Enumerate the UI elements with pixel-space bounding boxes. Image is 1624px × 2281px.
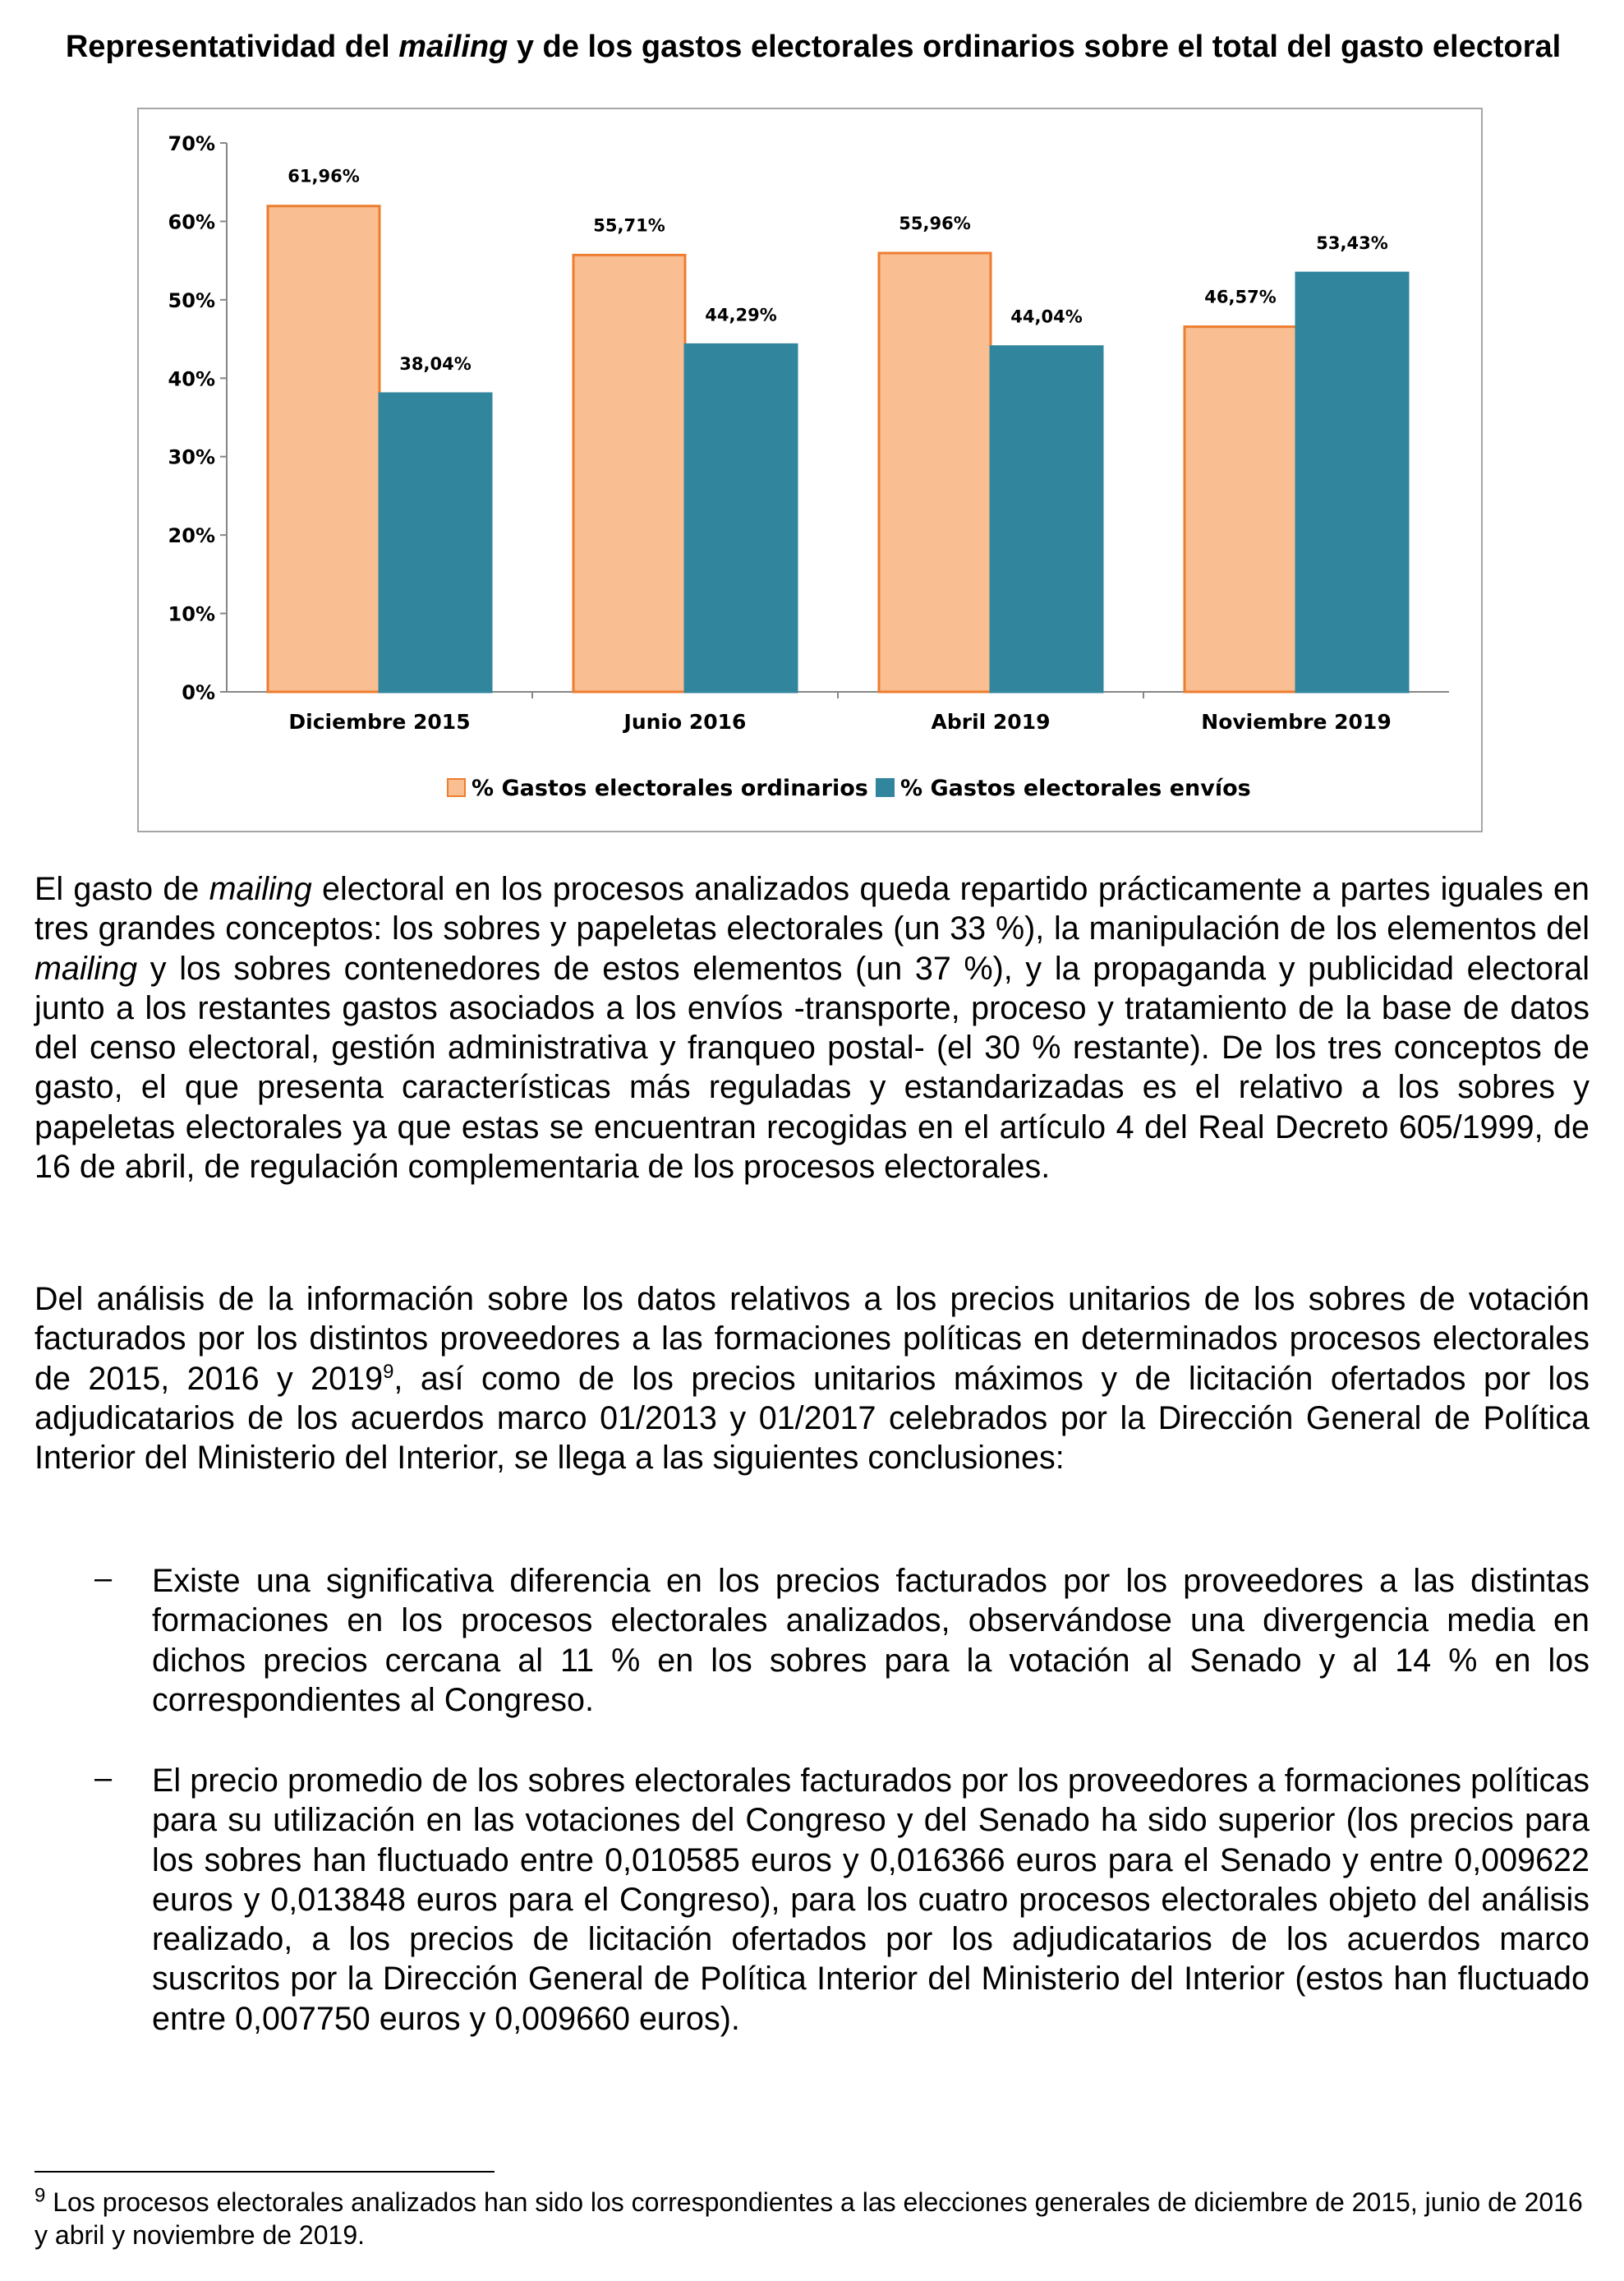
- chart-title-part: Representatividad del: [65, 30, 399, 64]
- y-tick-label: 10%: [168, 602, 215, 626]
- x-tick-label: Junio 2016: [623, 710, 747, 734]
- footnote-ref: 9: [383, 1360, 394, 1383]
- bullet-price-divergence: Existe una significativa diferencia en los precios facturados por los proveedores a las distintas formaciones en los procesos electorales analizados, observándose una divergencia media en dichos precios cercana al 11 % en los sobres para la votación al Senado y al 14 % en los correspondientes al Congreso.: [152, 1563, 1589, 1718]
- y-tick-label: 40%: [168, 367, 215, 391]
- text-run-italic: mailing: [35, 950, 138, 987]
- bullet-marker: –: [94, 1561, 113, 1596]
- data-label: 38,04%: [399, 353, 472, 374]
- bullet-marker: –: [94, 1761, 113, 1795]
- chart-title-part: y de los gastos electorales ordinarios sobre el total del gasto electoral: [508, 30, 1562, 64]
- text-run: y los sobres contenedores de estos elementos (un 37 %), y la propaganda y publicidad electoral junto a los restantes gastos asociados a los envíos -transporte, proceso y tratamiento de la base de datos del censo electoral, gestión administrativa y franqueo postal- (el 30 % restante). De los tres conceptos de gasto, el que presenta características más reguladas y estandarizadas es el relativo a los sobres y papeletas electorales ya que estas se encuentran recogidas en el artículo 4 del Real Decreto 605/1999, de 16 de abril, de regulación complementaria de los procesos electorales.: [35, 950, 1589, 1186]
- footnote-rule: [35, 2171, 495, 2173]
- bar-ordinarios: [1185, 327, 1296, 692]
- legend-label: % Gastos electorales ordinarios: [472, 776, 868, 801]
- text-run: , así como de los precios unitarios máximos y de licitación ofertados por los adjudicatarios de los acuerdos marco 01/2013 y 01/2017 celebrados por la Dirección General de Política Interior del Ministerio del Interior, se llega a las siguientes conclusiones:: [35, 1360, 1589, 1477]
- x-tick-label: Abril 2019: [931, 710, 1051, 734]
- bullet-average-price: El precio promedio de los sobres electorales facturados por los proveedores a formaciones políticas para su utilización en las votaciones del Congreso y del Senado ha sido superior (los precios para los sobres han fluctuado entre 0,010585 euros y 0,016366 euros para el Senado y entre 0,009622 euros y 0,013848 euros para el Congreso), para los cuatro procesos electorales objeto del análisis realizado, a los precios de licitación ofertados por los adjudicatarios de los acuerdos marco suscritos por la Dirección General de Política Interior del Ministerio del Interior (estos han fluctuado entre 0,007750 euros y 0,009660 euros).: [152, 1763, 1589, 2037]
- text-run: electoral en los procesos analizados queda repartido prácticamente a partes iguales en tres grandes conceptos: los sobres y papeletas electorales (un 33 %), la manipulación de los elementos del: [35, 871, 1589, 947]
- footnote-text: Los procesos electorales analizados han sido los correspondientes a las elecciones generales de diciembre de 2015, junio de 2016 y abril y noviembre de 2019.: [35, 2187, 1583, 2250]
- y-tick-label: 0%: [182, 681, 215, 704]
- x-tick-label: Noviembre 2019: [1201, 710, 1392, 734]
- bar-ordinarios: [268, 206, 380, 692]
- text-run: Del análisis de la información sobre los datos relativos a los precios unitarios de los sobres de votación facturados por los distintos proveedores a las formaciones políticas en determinados procesos electorales de 2015, 2016 y 2019: [35, 1281, 1589, 1397]
- footnote: [35, 2186, 1589, 2251]
- bar-chart: [139, 109, 1481, 831]
- paragraph-analysis: [35, 1279, 1589, 1477]
- legend-swatch: [448, 779, 465, 796]
- data-label: 53,43%: [1316, 233, 1388, 254]
- x-tick-label: Diciembre 2015: [288, 710, 471, 734]
- bar-ordinarios: [879, 253, 991, 692]
- y-tick-label: 50%: [168, 288, 215, 312]
- text-run: El gasto de: [35, 871, 209, 907]
- data-label: 55,71%: [593, 215, 665, 236]
- y-tick-label: 30%: [168, 445, 215, 469]
- footnote-number: 9: [35, 2184, 46, 2207]
- data-label: 61,96%: [288, 166, 360, 187]
- y-tick-label: 20%: [168, 524, 215, 548]
- y-tick-label: 70%: [168, 132, 215, 155]
- bar-ordinarios: [573, 255, 685, 692]
- legend-label: % Gastos electorales envíos: [900, 776, 1251, 801]
- data-label: 55,96%: [899, 213, 971, 233]
- chart-title: [33, 30, 1594, 65]
- data-label: 44,29%: [705, 305, 777, 325]
- chart-frame: [137, 108, 1483, 832]
- y-tick-label: 60%: [168, 210, 215, 234]
- text-run-italic: mailing: [209, 871, 312, 907]
- legend-swatch: [876, 779, 894, 796]
- chart-title-italic: mailing: [398, 30, 508, 64]
- bar-envios: [1296, 273, 1408, 692]
- bar-envios: [991, 347, 1102, 692]
- data-label: 46,57%: [1204, 287, 1277, 307]
- bar-envios: [380, 394, 491, 692]
- paragraph-mailing-costs: [35, 869, 1589, 1187]
- bar-envios: [685, 344, 797, 692]
- data-label: 44,04%: [1010, 306, 1083, 327]
